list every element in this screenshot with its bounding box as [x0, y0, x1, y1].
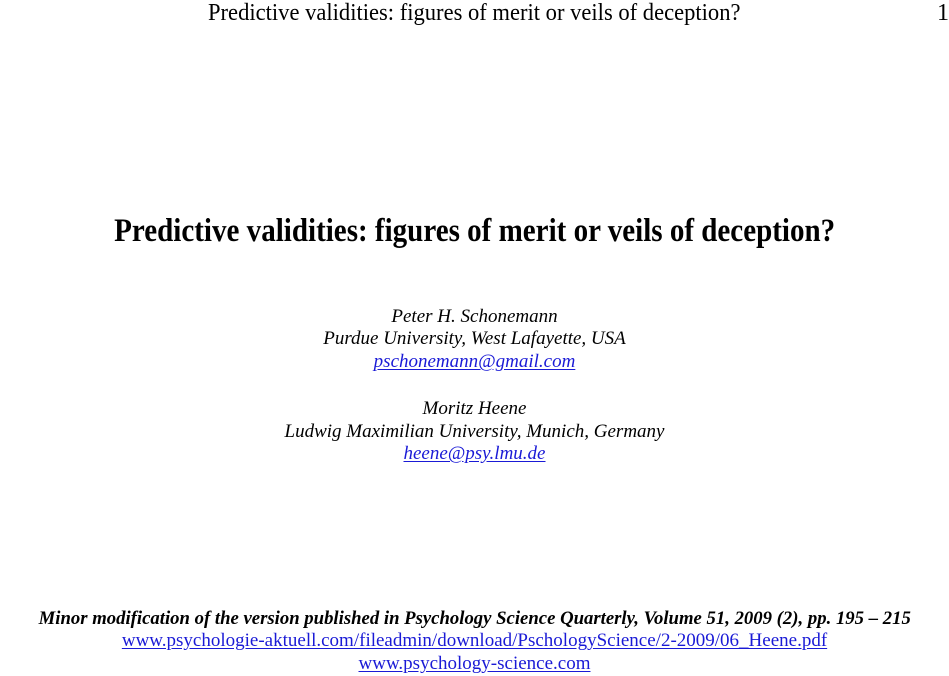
footer-link-line-2 — [0, 654, 949, 673]
author-2-name: Moritz Heene — [422, 398, 527, 419]
publisher-pdf-link[interactable]: www.psychologie-aktuell.com/fileadmin/download/PschologyScience/2-2009/06_Heene.pdf — [121, 630, 828, 651]
journal-website-link[interactable]: www.psychology-science.com — [358, 653, 591, 674]
footer-link-line-1 — [0, 631, 949, 650]
page-number: 1 — [937, 0, 949, 26]
paper-title-text: Predictive validities: figures of merit or veils of deception? — [113, 213, 835, 249]
publication-note — [0, 609, 949, 628]
author-2-email-link[interactable]: heene@psy.lmu.de — [403, 443, 546, 464]
running-head-title: Predictive validities: figures of merit or veils of deception? — [208, 0, 741, 26]
author-1-email-line — [0, 352, 949, 371]
paper-title — [0, 215, 949, 248]
author-1-email-link[interactable]: pschonemann@gmail.com — [373, 351, 576, 372]
author-2-affiliation: Ludwig Maximilian University, Munich, Germany — [284, 421, 665, 442]
author-1-name: Peter H. Schonemann — [391, 306, 558, 327]
author-1-affiliation: Purdue University, West Lafayette, USA — [323, 328, 626, 349]
publication-note-text: Minor modification of the version published in Psychology Science Quarterly, Volume 51, 2009 (2), pp. 195 – 215 — [38, 608, 911, 629]
author-2-email-line — [0, 444, 949, 463]
